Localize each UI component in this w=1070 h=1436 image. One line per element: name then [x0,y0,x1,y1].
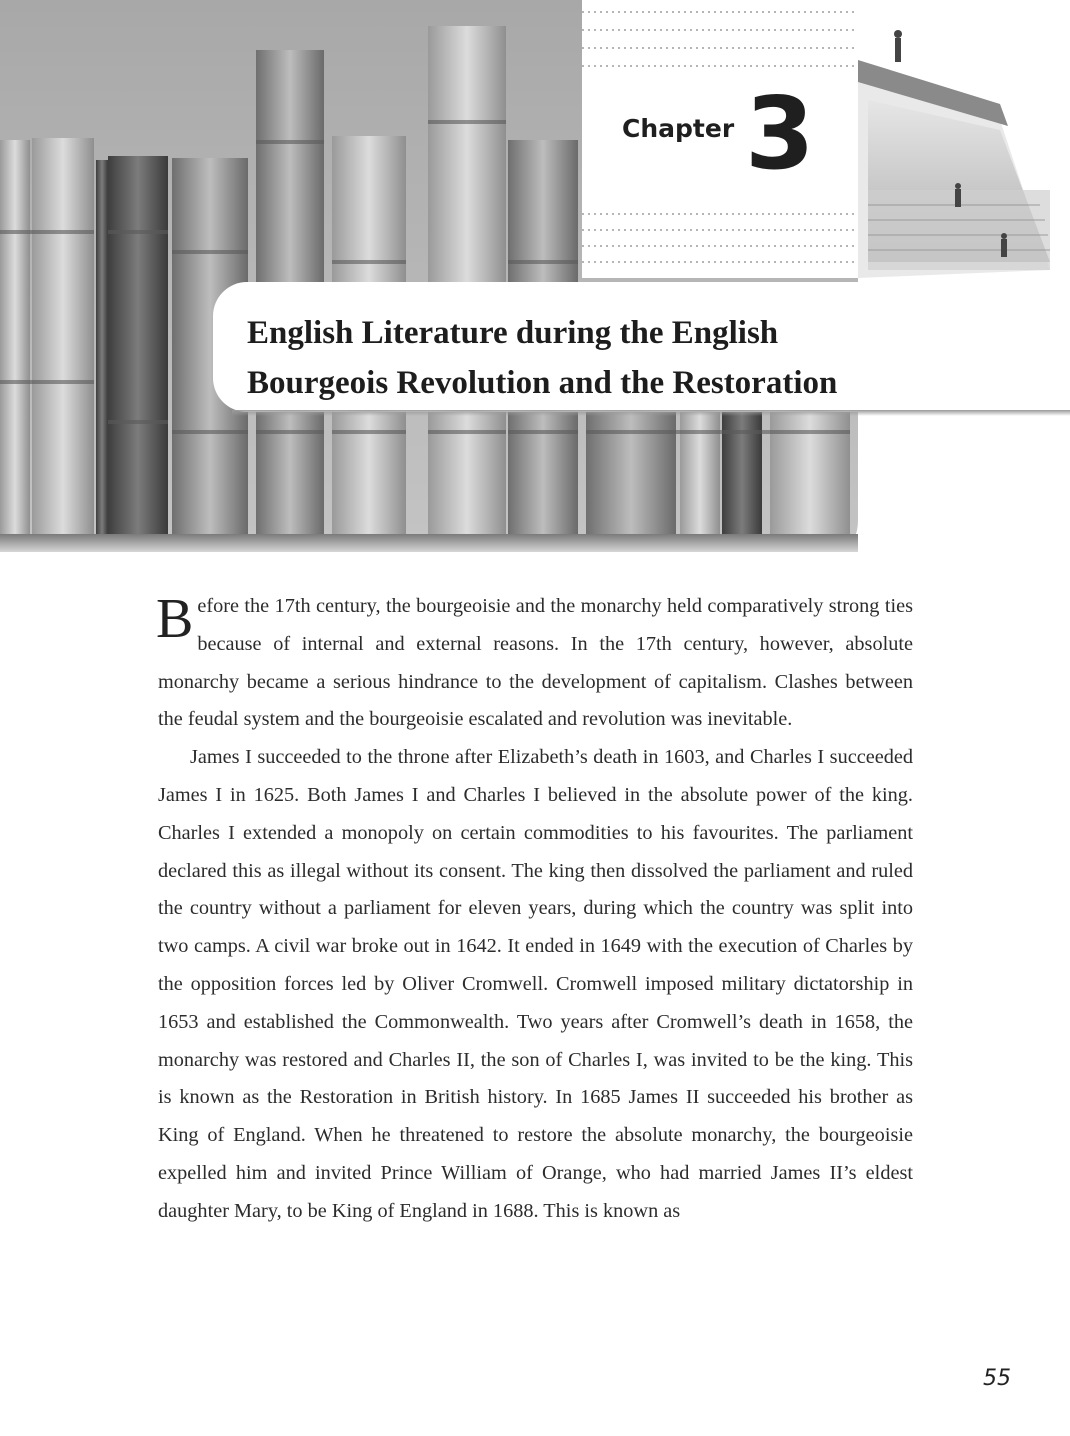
chapter-number: 3 [745,75,813,192]
page-number: 55 [983,1366,1011,1391]
paragraph-1 [158,588,913,739]
chapter-title-line-2: Bourgeois Revolution and the Restoration [247,365,838,401]
title-card-shadow [232,410,1070,416]
banner-bookshelf-image [0,0,1070,560]
chapter-title [247,308,837,408]
paragraph-2: James I succeeded to the throne after Elizabeth’s death in 1603, and Charles I succeeded James I in 1625. Both James I and Charles I believed in the absolute power of the king. Charles I extended a monopoly on certain commodities to his favourites. The parliament declared this as illegal without its consent. The king then dissolved the parliament and ruled the country without a parliament for eleven years, during which the country was split into two camps. A civil war broke out in 1642. It ended in 1649 with the execution of Charles by the opposition forces led by Oliver Cromwell. Cromwell imposed military dictatorship in 1653 and established the Commonwealth. Two years after Cromwell’s death in 1658, the monarchy was restored and Charles II, the son of Charles I, was invited to be the king. This is known as the Restoration in British history. In 1685 James II succeeded his brother as King of England. When he threatened to restore the absolute monarchy, the bourgeoisie expelled him and invited Prince William of Orange, who had married James II’s eldest daughter Mary, to be King of England in 1688. This is known as [158,746,913,1222]
body-text [158,588,913,1231]
drop-cap: B [156,588,194,650]
chapter-title-line-1: English Literature during the English [247,315,779,351]
chapter-label: Chapter [622,114,735,143]
paragraph-1-text: efore the 17th century, the bourgeoisie and the monarchy held comparatively strong ties because of internal and external reasons. In the 17th century, however, absolute monarchy became a serious hindrance to the development of capitalism. Clashes between the feudal system and the bourgeoisie escalated and revolution was inevitable. [158,595,913,731]
